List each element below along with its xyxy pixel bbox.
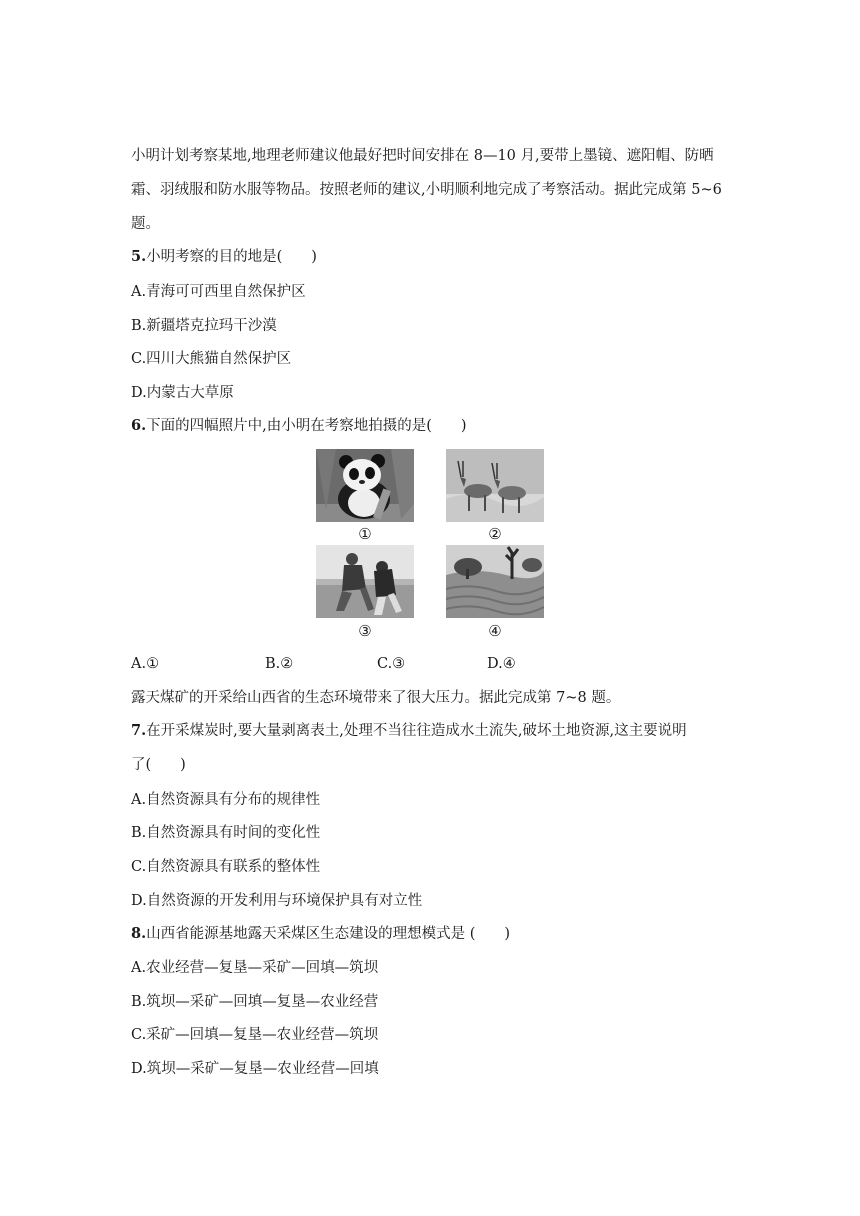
- photo-antelopes: [446, 449, 544, 522]
- photo-caption-4: ④: [488, 622, 502, 640]
- intro-text-2: 露天煤矿的开采给山西省的生态环境带来了很大压力。据此完成第 7~8 题。: [131, 690, 621, 706]
- photo-caption-2: ②: [488, 525, 502, 543]
- question-stem: 在开采煤炭时,要大量剥离表土,处理不当往往造成水土流失,破坏土地资源,这主要说明: [146, 723, 687, 739]
- q6-options: [131, 654, 516, 674]
- q7-option-b: B.自然资源具有时间的变化性: [131, 825, 321, 841]
- q7-option-a: A.自然资源具有分布的规律性: [131, 792, 321, 808]
- question-stem: 山西省能源基地露天采煤区生态建设的理想模式是 ( ): [146, 926, 511, 942]
- photo-caption-1: ①: [358, 525, 372, 543]
- q6-option-a: A.①: [131, 656, 160, 672]
- intro-text-line-2: 霜、羽绒服和防水服等物品。按照老师的建议,小明顺利地完成了考察活动。据此完成第 5~6: [131, 182, 722, 198]
- question-8: [131, 924, 510, 944]
- q6-option-d: D.④: [487, 656, 516, 672]
- photo-desert: [446, 545, 544, 618]
- question-7: [131, 721, 687, 741]
- question-5: [131, 247, 317, 267]
- photo-wrestling: [316, 545, 414, 618]
- q8-option-c: C.采矿—回填—复垦—农业经营—筑坝: [131, 1027, 379, 1043]
- intro-text-line-3: 题。: [131, 216, 160, 232]
- photo-caption-3: ③: [358, 622, 372, 640]
- q8-option-d: D.筑坝—采矿—复垦—农业经营—回填: [131, 1061, 379, 1077]
- question-number: 7.: [131, 722, 147, 739]
- q5-option-b: B.新疆塔克拉玛干沙漠: [131, 318, 277, 334]
- q8-option-b: B.筑坝—采矿—回填—复垦—农业经营: [131, 994, 379, 1010]
- photo-panda: [316, 449, 414, 522]
- question-number: 8.: [131, 925, 147, 942]
- question-stem: 下面的四幅照片中,由小明在考察地拍摄的是( ): [146, 418, 467, 434]
- q6-option-b: B.②: [265, 656, 294, 672]
- q5-option-a: A.青海可可西里自然保护区: [131, 284, 306, 300]
- q7-option-c: C.自然资源具有联系的整体性: [131, 859, 321, 875]
- question-7-cont: 了( ): [131, 757, 186, 773]
- q8-option-a: A.农业经营—复垦—采矿—回填—筑坝: [131, 960, 379, 976]
- question-stem: 小明考察的目的地是( ): [146, 249, 317, 265]
- q5-option-d: D.内蒙古大草原: [131, 385, 234, 401]
- intro-text-line-1: 小明计划考察某地,地理老师建议他最好把时间安排在 8—10 月,要带上墨镜、遮阳帽、防晒: [131, 148, 714, 164]
- q7-option-d: D.自然资源的开发利用与环境保护具有对立性: [131, 893, 423, 909]
- question-number: 5.: [131, 248, 147, 265]
- q5-option-c: C.四川大熊猫自然保护区: [131, 351, 292, 367]
- question-6: [131, 416, 467, 436]
- question-number: 6.: [131, 417, 147, 434]
- q6-option-c: C.③: [377, 656, 406, 672]
